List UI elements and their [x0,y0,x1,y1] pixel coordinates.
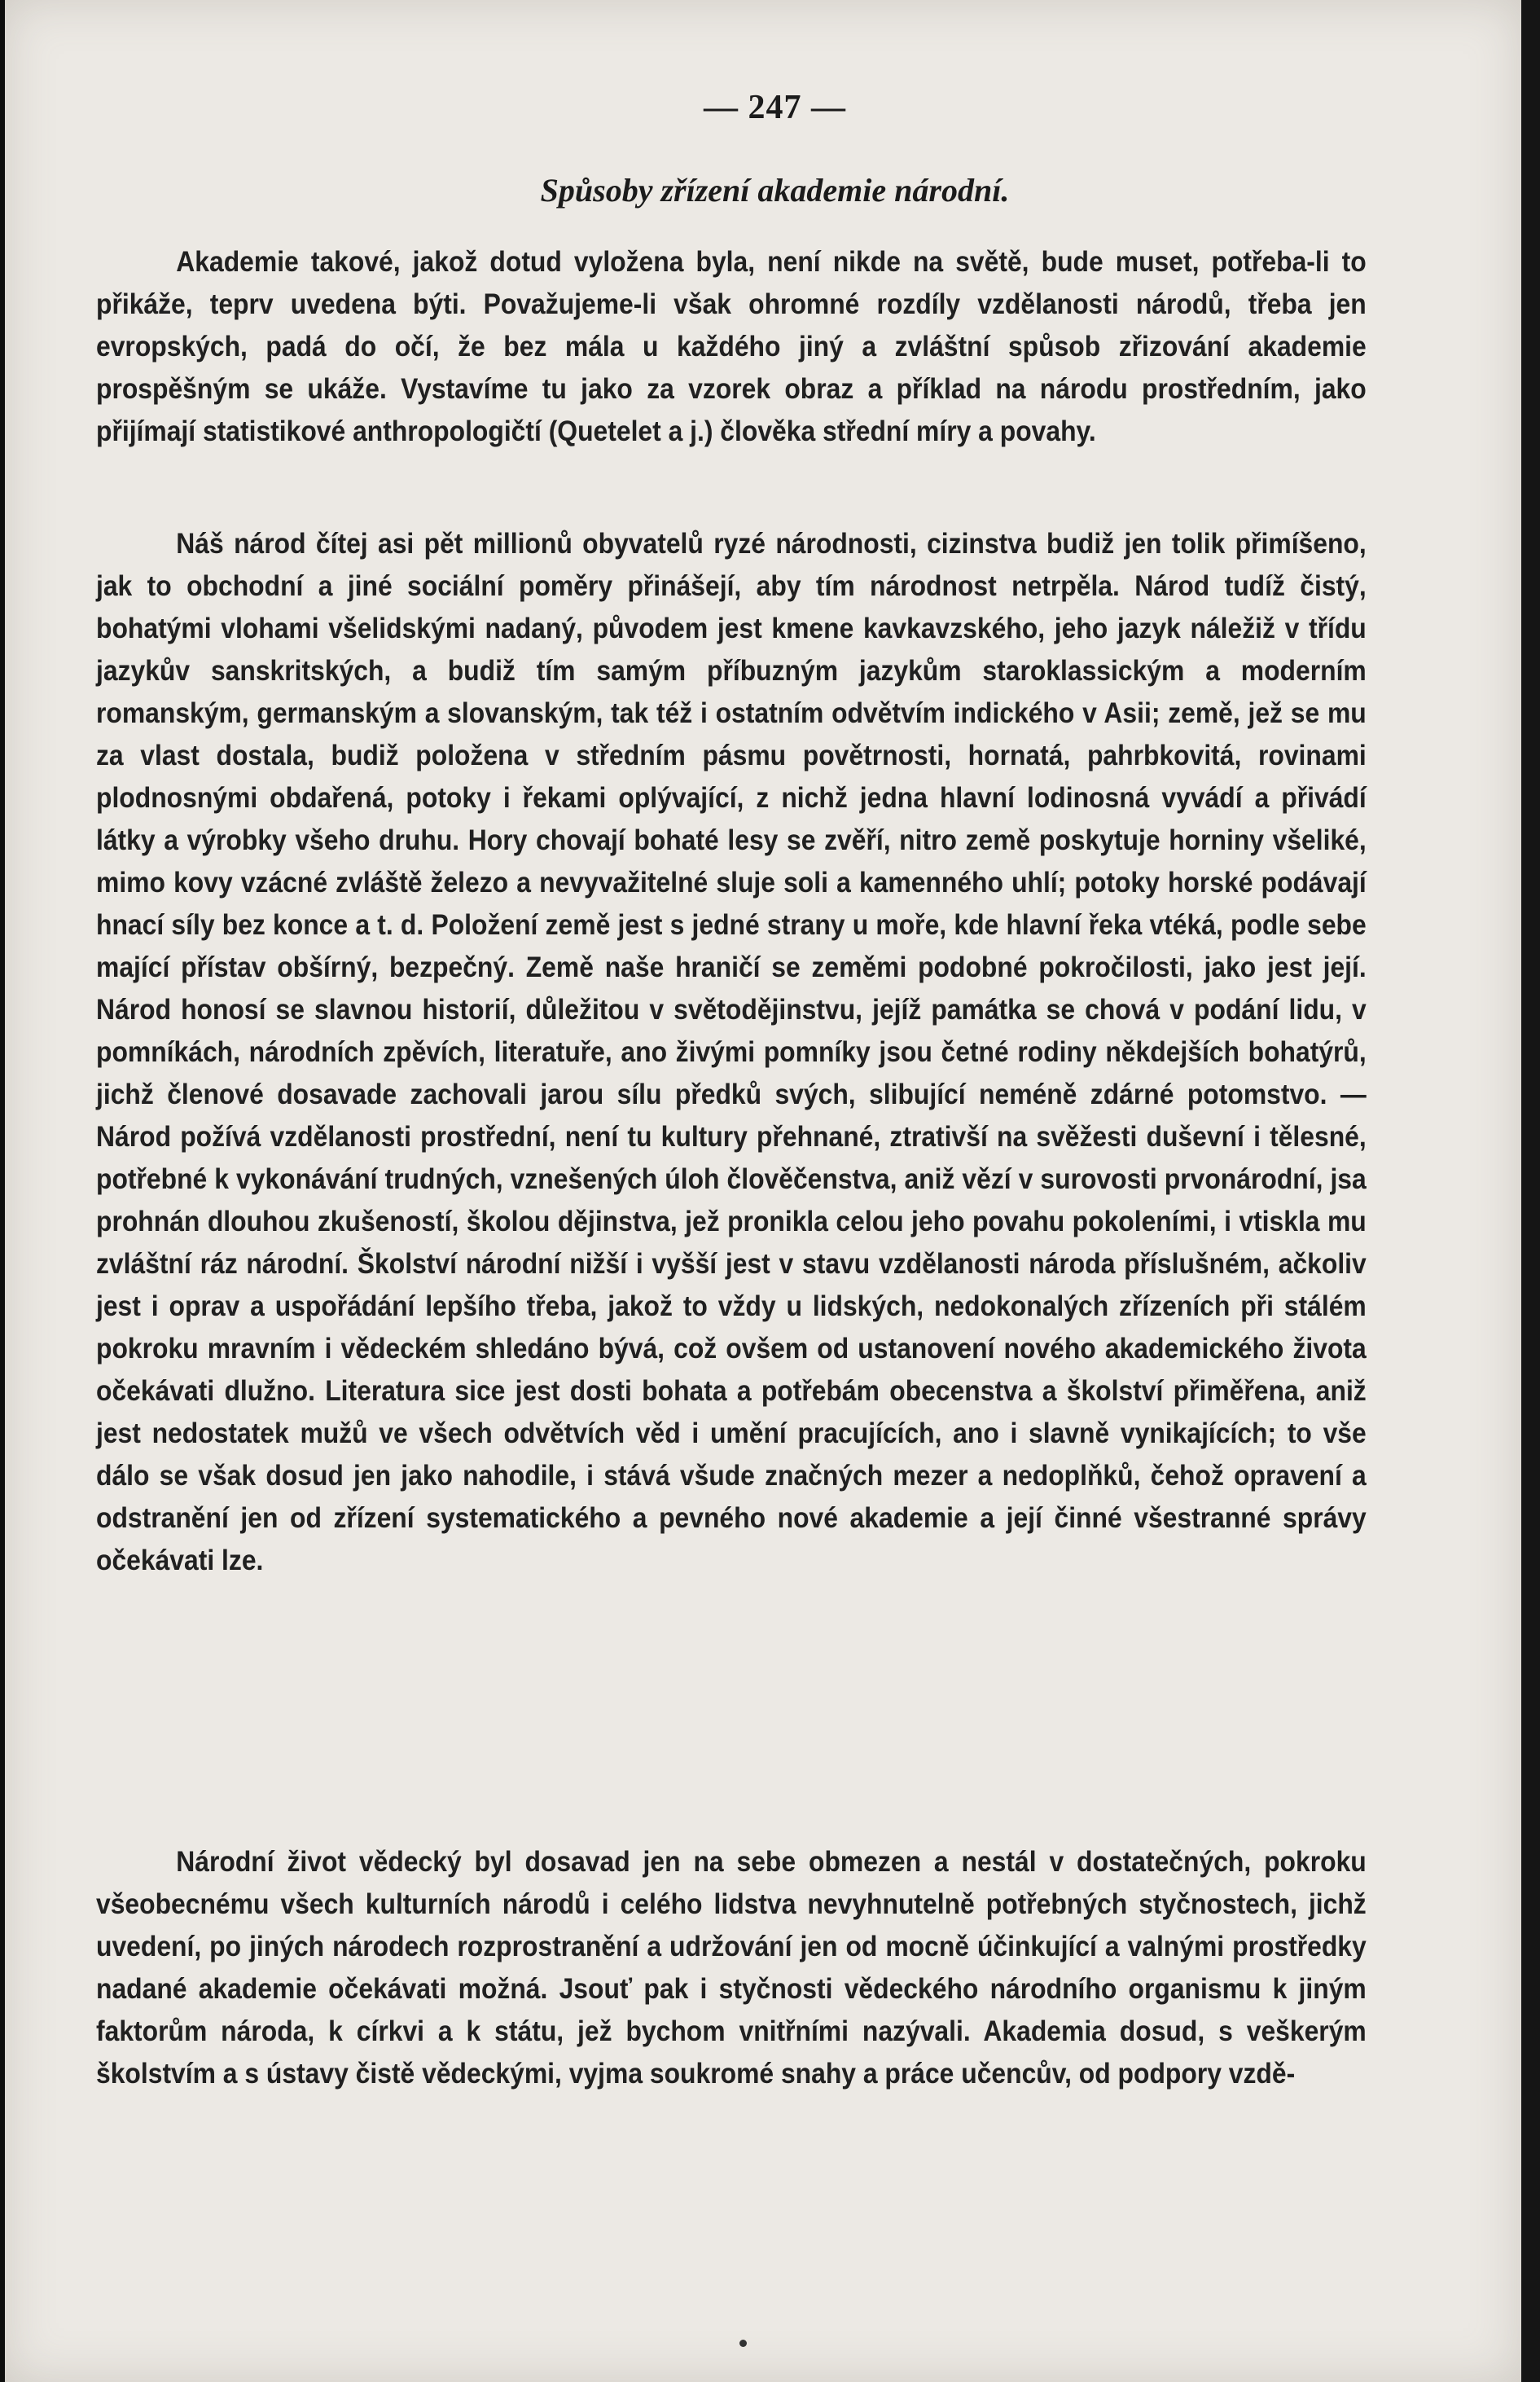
ink-speck [739,2340,747,2347]
body-paragraph-1: Akademie takové, jakož dotud vyložena byla, není nikde na světě, bude muset, potřeba-li to přikáže, teprv uvedena býti. Považujeme-li však ohromné rozdíly vzdělanosti národů, třeba jen evropských, padá do očí, že bez mála u každého jiný a zvláštní spůsob zřizování akademie prospěšným se ukáže. Vystavíme tu jako za vzorek obraz a příklad na národu prostředním, jako přijímají statistikové anthropologičtí (Quetelet a j.) člověka střední míry a povahy. [96,246,1367,447]
body-paragraph-3: Národní život vědecký byl dosavad jen na sebe obmezen a nestál v dostatečných, pokroku všeobecnému všech kulturních národů i celého lidstva nevyhnutelně potřebných styčnostech, jichž uvedení, po jiných národech rozprostranění a udržování jen od mocně účinkující a valnými prostředky nadané akademie očekávati možná. Jsouť pak i styčnosti vědeckého národního organismu k jiným faktorům národa, k církvi a k státu, jež bychom vnitřními nazývali. Akademia dosud, s veškerým školstvím a s ústavy čistě vědeckými, vyjma soukromé snahy a práce učencův, od podpory vzdě- [96,1846,1367,2090]
section-heading: Spůsoby zřízení akademie národní. [540,172,1010,209]
book-page [5,0,1521,2382]
body-paragraph-2: Náš národ čítej asi pět millionů obyvatelů ryzé národnosti, cizinstva budiž jen tolik přimíšeno, jak to obchodní a jiné sociální poměry přinášejí, aby tím národnost netrpěla. Národ tudíž čistý, bohatými vlohami všelidskými nadaný, původem jest kmene kavkavzského, jeho jazyk náležiž v třídu jazykův sanskritských, a budiž tím samým příbuzným jazykům staroklassickým a moderním romanským, germanským a slovanským, tak též i ostatním odvětvím indického v Asii; země, jež se mu za vlast dostala, budiž položena v středním pásmu povětrnosti, hornatá, pahrbkovitá, rovinami plodnosnými obdařená, potoky i řekami oplývající, z nichž jedna hlavní lodinosná vyvádí a přivádí látky a výrobky všeho druhu. Hory chovají bohaté lesy se zvěří, nitro země poskytuje horniny všeliké, mimo kovy vzácné zvláště železo a nevyvažitelné sluje soli a kamenného uhlí; potoky horské podávají hnací síly bez konce a t. d. Položení země jest s jedné strany u moře, kde hlavní řeka vtéká, podle sebe mající přístav obšírný, bezpečný. Země naše hraničí se zeměmi podobné pokročilosti, jako jest její. Národ honosí se slavnou historií, důležitou v světodějinstvu, jejíž památka se chová v podání lidu, v pomníkách, národních zpěvích, literatuře, ano živými pomníky jsou četné rodiny někdejších bohatýrů, jichž členové dosavade zachovali jarou sílu předků svých, slibující neméně zdárné potomstvo. — Národ požívá vzdělanosti prostřední, není tu kultury přehnané, ztrativší na svěžesti duševní i tělesné, potřebné k vykonávání trudných, vznešených úloh člověčenstva, aniž vězí v surovosti prvonárodní, jsa prohnán dlouhou zkušeností, školou dějinstva, jež pronikla celou jeho povahu pokoleními, i vtiskla mu zvláštní ráz národní. Školství národní nižší i vyšší jest v stavu vzdělanosti národa příslušném, ačkoliv jest i oprav a uspořádání lepšího třeba, jakož to vždy u lidských, nedokonalých zřízeních při stálém pokroku mravním i vědeckém shledáno bývá, což ovšem od ustanovení nového akademického života očekávati dlužno. Literatura sice jest dosti bohata a potřebám obecenstva a školství přiměřena, aniž jest nedostatek mužů ve všech odvětvích věd i umění pracujících, ano i slavně vynikajících; to vše dálo se však dosud jen jako nahodile, i stává všude značných mezer a nedoplňků, čehož opravení a odstranění jen od zřízení systematického a pevného nové akademie a její činné všestranné správy očekávati lze. [96,528,1367,1576]
page-number: — 247 — [704,89,846,126]
scan-edge-shadow [1521,0,1540,2382]
